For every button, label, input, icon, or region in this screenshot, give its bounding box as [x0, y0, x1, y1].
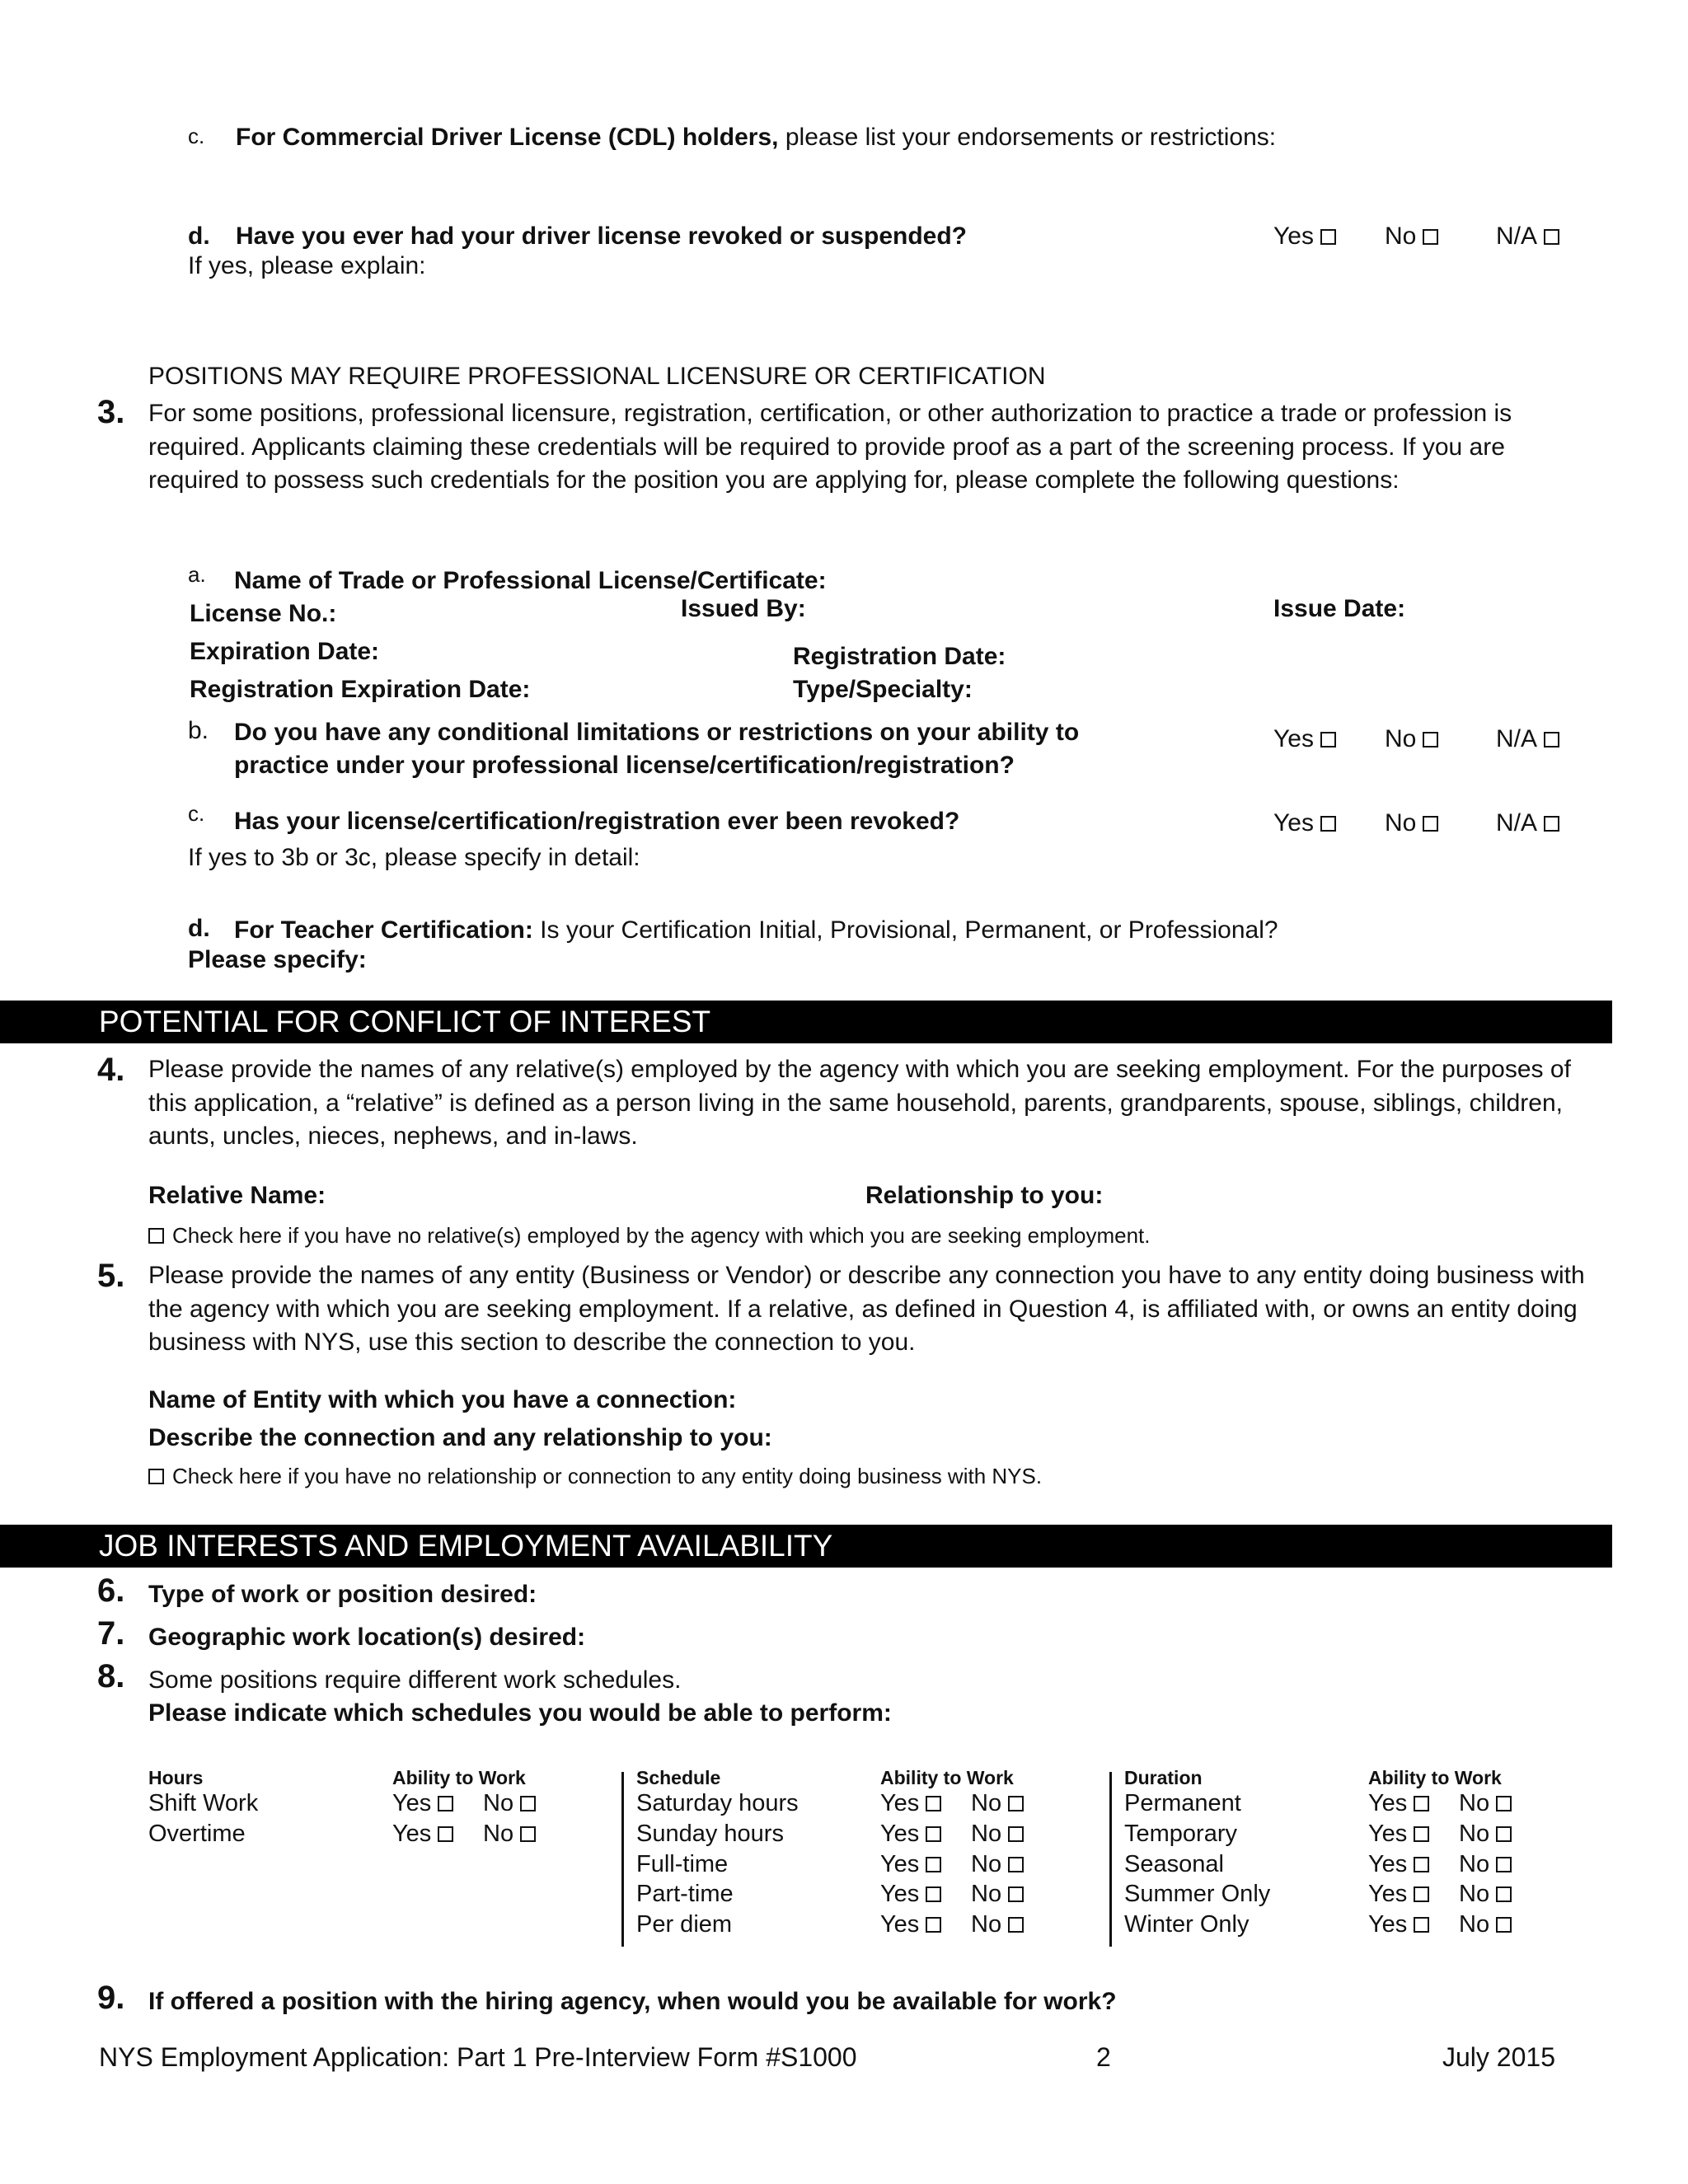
yes-label: Yes: [392, 1821, 432, 1847]
section-band-conflict: POTENTIAL FOR CONFLICT OF INTEREST: [0, 1001, 1612, 1043]
issued-by-label: Issued By:: [681, 595, 806, 622]
specify-detail-label: If yes to 3b or 3c, please specify in detail:: [188, 844, 640, 871]
yes-label: Yes: [880, 1911, 920, 1938]
no-label: No: [1459, 1911, 1490, 1938]
no-connection-label: Check here if you have no relationship or connection to any entity doing business with NYS.: [172, 1464, 1043, 1488]
no-option[interactable]: [971, 1821, 1024, 1848]
yes-checkbox[interactable]: [1320, 229, 1336, 245]
question-number: 3.: [97, 394, 125, 430]
no-label: No: [1459, 1790, 1490, 1816]
issue-date-label: Issue Date:: [1273, 595, 1406, 622]
yes-label: Yes: [1273, 223, 1314, 250]
no-relatives-label: Check here if you have no relative(s) employed by the agency with which you are seeking employment.: [172, 1223, 1151, 1248]
na-checkbox[interactable]: [1544, 732, 1559, 748]
no-option[interactable]: [1459, 1790, 1512, 1817]
yes-label: Yes: [1368, 1790, 1408, 1816]
no-option[interactable]: [971, 1881, 1024, 1908]
no-connection-checkbox[interactable]: [148, 1469, 164, 1484]
question-number: 9.: [97, 1980, 125, 2016]
cdl-question-rest: please list your endorsements or restrictions:: [778, 124, 1277, 151]
yes-label: Yes: [880, 1851, 920, 1877]
license-no-label: License No.:: [190, 600, 337, 627]
no-label: No: [971, 1790, 1002, 1816]
yes-checkbox[interactable]: [438, 1826, 453, 1842]
yes-label: Yes: [880, 1881, 920, 1907]
yes-checkbox[interactable]: [1414, 1917, 1429, 1933]
duration-item: Winter Only: [1124, 1911, 1250, 1938]
no-checkbox[interactable]: [520, 1796, 536, 1811]
no-label: No: [1459, 1851, 1490, 1877]
teacher-cert-question: [234, 916, 1278, 944]
item-letter: c.: [188, 801, 205, 826]
ability-heading: Ability to Work: [880, 1767, 1014, 1788]
yes-option[interactable]: [880, 1790, 941, 1817]
yes-label: Yes: [1368, 1881, 1408, 1907]
na-option[interactable]: [1496, 809, 1559, 837]
yes-option[interactable]: [1368, 1911, 1429, 1938]
no-label: No: [971, 1881, 1002, 1907]
item-letter: b.: [188, 717, 209, 744]
cdl-question: [236, 124, 1276, 152]
column-divider: [1109, 1772, 1112, 1947]
yes-checkbox[interactable]: [926, 1857, 941, 1872]
no-label: No: [483, 1821, 514, 1847]
restrictions-question-line1: Do you have any conditional limitations or restrictions on your ability to: [234, 719, 1080, 746]
no-option[interactable]: [1459, 1851, 1512, 1878]
yes-label: Yes: [1368, 1821, 1408, 1847]
na-label: N/A: [1496, 223, 1538, 250]
no-checkbox[interactable]: [1008, 1796, 1024, 1811]
no-label: No: [1385, 725, 1417, 752]
schedules-intro: Some positions require different work schedules.: [148, 1666, 682, 1694]
yes-label: Yes: [1368, 1851, 1408, 1877]
type-specialty-label: Type/Specialty:: [793, 676, 973, 703]
na-checkbox[interactable]: [1544, 816, 1559, 832]
yes-option[interactable]: [1368, 1821, 1429, 1848]
section-3-text: For some positions, professional licensure, registration, certification, or other authorization to practice a trade or profession is required. Applicants claiming these credentials will be required to provide proof as a part of the screening process. If you are required to possess such credentials for the position you are applying for, please complete the following questions:: [148, 400, 1512, 494]
footer-page-number: 2: [1096, 2042, 1111, 2072]
item-letter: d.: [188, 223, 210, 250]
no-label: No: [971, 1851, 1002, 1877]
footer-date: July 2015: [1442, 2042, 1555, 2072]
teacher-cert-bold: For Teacher Certification:: [234, 916, 533, 944]
schedule-item: Part-time: [636, 1881, 734, 1907]
question-number: 4.: [97, 1052, 125, 1088]
yes-checkbox[interactable]: [1414, 1826, 1429, 1842]
schedules-instruction: Please indicate which schedules you would be able to perform:: [148, 1699, 892, 1727]
duration-heading: Duration: [1124, 1767, 1203, 1788]
no-checkbox[interactable]: [1008, 1826, 1024, 1842]
na-checkbox[interactable]: [1544, 229, 1559, 245]
yes-label: Yes: [1273, 725, 1314, 752]
expiration-date-label: Expiration Date:: [190, 638, 380, 665]
section-4-text: Please provide the names of any relative(s) employed by the agency with which you are seeking employment. For the purposes of this application, a “relative” is defined as a person living in the same household, parents, grandparents, spouse, siblings, children, aunts, uncles, nieces, nephews, and in-laws.: [148, 1056, 1571, 1150]
yes-label: Yes: [1273, 809, 1314, 837]
yes-option[interactable]: [1273, 725, 1336, 753]
duration-item: Seasonal: [1124, 1851, 1224, 1877]
schedule-item: Saturday hours: [636, 1790, 799, 1816]
no-label: No: [1385, 223, 1417, 250]
yes-checkbox[interactable]: [1414, 1857, 1429, 1872]
availability-question: If offered a position with the hiring agency, when would you be available for work?: [148, 1988, 1117, 2015]
no-option[interactable]: [971, 1790, 1024, 1817]
no-checkbox[interactable]: [520, 1826, 536, 1842]
question-number: 8.: [97, 1658, 125, 1694]
question-number: 5.: [97, 1258, 125, 1294]
yes-checkbox[interactable]: [926, 1826, 941, 1842]
question-number: 7.: [97, 1615, 125, 1652]
revoked-question: Have you ever had your driver license revoked or suspended?: [236, 223, 968, 250]
yes-option[interactable]: [880, 1911, 941, 1938]
no-checkbox[interactable]: [1008, 1886, 1024, 1902]
cdl-question-bold: For Commercial Driver License (CDL) holders,: [236, 124, 779, 151]
footer-form-title: NYS Employment Application: Part 1 Pre-Interview Form #S1000: [99, 2042, 857, 2072]
yes-option[interactable]: [1368, 1881, 1429, 1908]
no-label: No: [971, 1821, 1002, 1847]
yes-option[interactable]: [392, 1821, 453, 1848]
hours-item: Overtime: [148, 1821, 246, 1847]
hours-heading: Hours: [148, 1767, 204, 1788]
yes-option[interactable]: [1273, 223, 1336, 250]
yes-checkbox[interactable]: [438, 1796, 453, 1811]
registration-date-label: Registration Date:: [793, 643, 1006, 670]
license-title: Name of Trade or Professional License/Certificate:: [234, 567, 827, 594]
ability-heading: Ability to Work: [392, 1767, 526, 1788]
no-checkbox[interactable]: [1008, 1857, 1024, 1872]
no-option[interactable]: [483, 1821, 536, 1848]
yes-checkbox[interactable]: [1320, 816, 1336, 832]
schedule-item: Full-time: [636, 1851, 729, 1877]
no-option[interactable]: [971, 1851, 1024, 1878]
restrictions-question-line2: practice under your professional license/certification/registration?: [234, 752, 1015, 779]
relationship-label: Relationship to you:: [865, 1182, 1104, 1209]
yes-option[interactable]: [1273, 809, 1336, 837]
teacher-cert-rest: Is your Certification Initial, Provisional, Permanent, or Professional?: [532, 916, 1278, 944]
describe-connection-label: Describe the connection and any relationship to you:: [148, 1424, 772, 1451]
no-checkbox[interactable]: [1496, 1857, 1512, 1872]
yes-label: Yes: [880, 1790, 920, 1816]
relative-name-label: Relative Name:: [148, 1182, 326, 1209]
yes-option[interactable]: [880, 1881, 941, 1908]
yes-checkbox[interactable]: [1414, 1886, 1429, 1902]
no-label: No: [971, 1911, 1002, 1938]
no-checkbox[interactable]: [1496, 1796, 1512, 1811]
no-checkbox[interactable]: [1423, 816, 1438, 832]
yes-label: Yes: [392, 1790, 432, 1816]
schedule-item: Per diem: [636, 1911, 733, 1938]
duration-item: Summer Only: [1124, 1881, 1271, 1907]
explain-label: If yes, please explain:: [188, 252, 426, 279]
no-checkbox[interactable]: [1496, 1917, 1512, 1933]
na-option[interactable]: [1496, 223, 1559, 251]
yes-checkbox[interactable]: [1320, 732, 1336, 748]
no-option[interactable]: [971, 1911, 1024, 1938]
entity-name-label: Name of Entity with which you have a connection:: [148, 1386, 737, 1413]
no-label: No: [1459, 1881, 1490, 1907]
yes-checkbox[interactable]: [926, 1886, 941, 1902]
yes-checkbox[interactable]: [926, 1796, 941, 1811]
no-option[interactable]: [1385, 725, 1438, 753]
item-letter: c.: [188, 124, 205, 148]
hours-item: Shift Work: [148, 1790, 259, 1816]
yes-option[interactable]: [1368, 1851, 1429, 1878]
no-checkbox[interactable]: [1423, 229, 1438, 245]
revoked-options: [1273, 223, 1336, 251]
column-divider: [621, 1772, 624, 1947]
duration-item: Temporary: [1124, 1821, 1237, 1847]
yes-option[interactable]: [880, 1851, 941, 1878]
no-option[interactable]: [1459, 1911, 1512, 1938]
yes-label: Yes: [1368, 1911, 1408, 1938]
no-option[interactable]: [1385, 223, 1438, 251]
section-5-text: Please provide the names of any entity (Business or Vendor) or describe any connection you have to any entity doing business with the agency with which you are seeking employment. If a relative, as defined in Question 4, is affiliated with, or owns an entity doing business with NYS, use this section to describe the connection to you.: [148, 1262, 1585, 1356]
license-revoked-question: Has your license/certification/registration ever been revoked?: [234, 808, 960, 835]
no-option[interactable]: [1459, 1881, 1512, 1908]
yes-option[interactable]: [1368, 1790, 1429, 1817]
ability-heading: Ability to Work: [1368, 1767, 1502, 1788]
schedule-heading: Schedule: [636, 1767, 721, 1788]
yes-option[interactable]: [392, 1790, 453, 1817]
no-checkbox[interactable]: [1496, 1826, 1512, 1842]
item-letter: d.: [188, 915, 210, 942]
yes-label: Yes: [880, 1821, 920, 1847]
no-label: No: [483, 1790, 514, 1816]
yes-option[interactable]: [880, 1821, 941, 1848]
question-number: 6.: [97, 1572, 125, 1609]
work-type-label: Type of work or position desired:: [148, 1581, 537, 1608]
no-checkbox[interactable]: [1423, 732, 1438, 748]
section-band-job-interests: JOB INTERESTS AND EMPLOYMENT AVAILABILITY: [0, 1525, 1612, 1568]
item-letter: a.: [188, 562, 206, 587]
registration-expiration-label: Registration Expiration Date:: [190, 676, 531, 703]
na-label: N/A: [1496, 809, 1538, 837]
no-relatives-check[interactable]: [148, 1223, 1151, 1249]
no-option[interactable]: [483, 1790, 536, 1817]
please-specify-label: Please specify:: [188, 946, 367, 973]
no-relatives-checkbox[interactable]: [148, 1228, 164, 1244]
location-label: Geographic work location(s) desired:: [148, 1624, 586, 1651]
na-label: N/A: [1496, 725, 1538, 752]
no-checkbox[interactable]: [1008, 1917, 1024, 1933]
no-label: No: [1385, 809, 1417, 837]
no-checkbox[interactable]: [1496, 1886, 1512, 1902]
na-option[interactable]: [1496, 725, 1559, 753]
no-option[interactable]: [1385, 809, 1438, 837]
section-3-header: POSITIONS MAY REQUIRE PROFESSIONAL LICENSURE OR CERTIFICATION: [148, 363, 1046, 390]
yes-checkbox[interactable]: [926, 1917, 941, 1933]
duration-item: Permanent: [1124, 1790, 1241, 1816]
no-label: No: [1459, 1821, 1490, 1847]
no-connection-check[interactable]: [148, 1464, 1042, 1489]
schedule-item: Sunday hours: [636, 1821, 784, 1847]
yes-checkbox[interactable]: [1414, 1796, 1429, 1811]
no-option[interactable]: [1459, 1821, 1512, 1848]
